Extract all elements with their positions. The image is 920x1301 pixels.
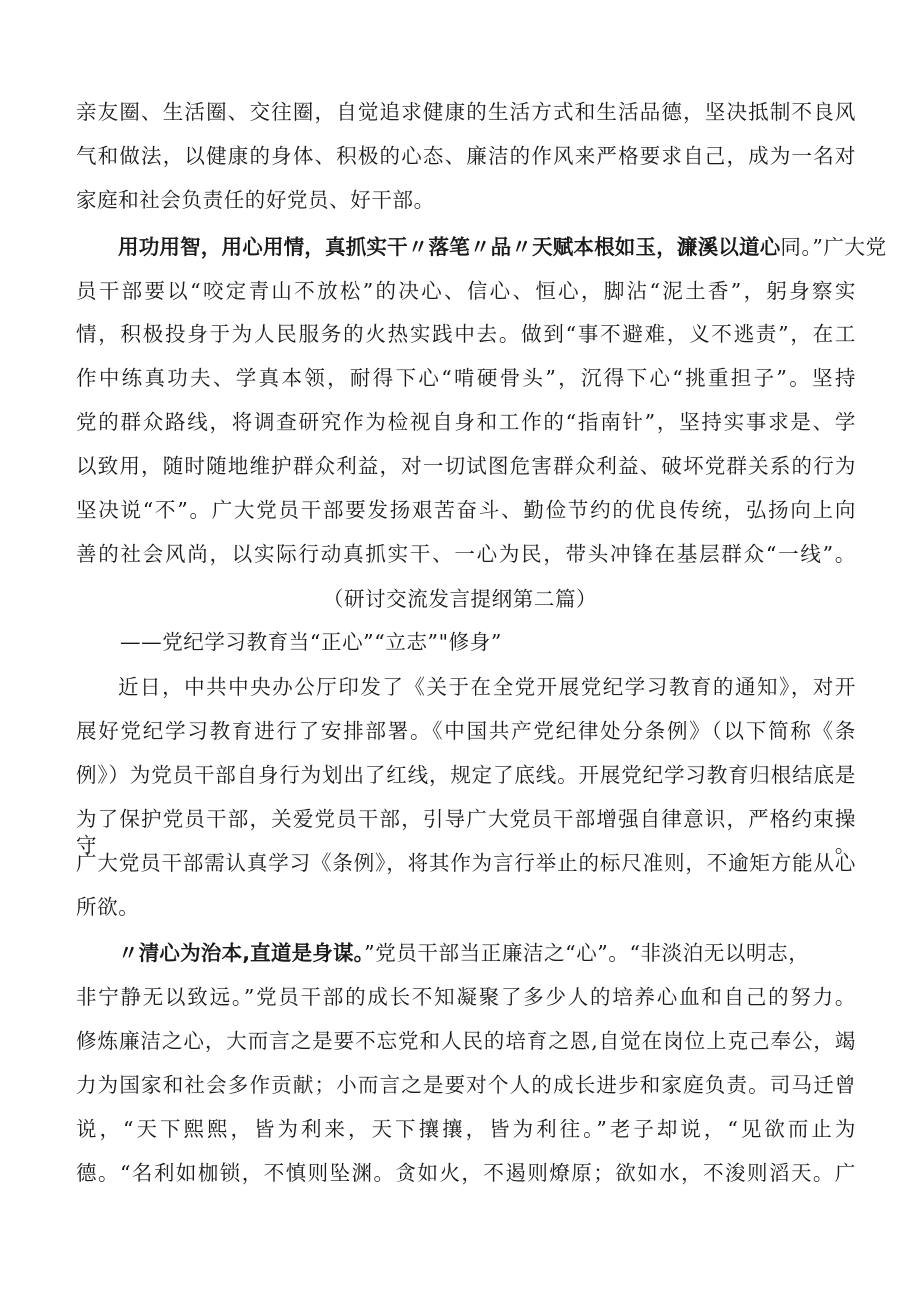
paragraph-4-line-1	[118, 940, 856, 966]
paragraph-4-line-3: 修炼廉洁之心，大而言之是要不忘党和人民的培育之恩,自觉在岗位上克己奉公，竭	[76, 1029, 856, 1053]
paragraph-2-line-7: 坚决说“不”。广大党员干部要发扬艰苦奋斗、勤俭节约的优良传统，弘扬向上向	[76, 498, 856, 522]
paragraph-3-line-6: 所欲。	[76, 895, 140, 919]
paragraph-2-line-1	[118, 234, 887, 260]
paragraph-3-line-2: 展好党纪学习教育进行了安排部署。《中国共产党纪律处分条例》（以下简称《条	[76, 719, 856, 743]
paragraph-4-line-5: 说，“天下熙熙，皆为利来，天下攘攘，皆为利往。”老子却说，“见欲而止为	[76, 1117, 856, 1141]
paragraph-3-line-4: 为了保护党员干部，关爱党员干部，引导广大党员干部增强自律意识，严格约束操守。	[76, 807, 856, 857]
paragraph-2-line-3: 情，积极投身于为人民服务的火热实践中去。做到“事不避难，义不逃责”，在工	[76, 322, 856, 346]
paragraph-2-line-2: 员干部要以“咬定青山不放松”的决心、信心、恒心，脚沾“泥土香”，躬身察实	[76, 279, 856, 303]
paragraph-1-line-3: 家庭和社会负责任的好党员、好干部。	[76, 188, 435, 212]
section-title: （研讨交流发言提纲第二篇）	[322, 587, 598, 611]
paragraph-1-line-2: 气和做法，以健康的身体、积极的心态、廉洁的作风来严格要求自己，成为一名对	[76, 144, 856, 168]
paragraph-2-lead-rest: 同。”广大党	[780, 235, 887, 259]
paragraph-4-lead-rest: ”党员干部当正廉洁之“心”。“非淡泊无以明志，	[364, 941, 810, 965]
paragraph-4-line-6: 德。“名利如枷锁，不慎则坠渊。贪如火，不遏则燎原；欲如水，不浚则滔天。广	[76, 1161, 856, 1185]
paragraph-4-bold-lead: 〃清心为治本,直道是身谋。	[118, 941, 365, 965]
paragraph-2-bold-lead: 用功用智，用心用情，真抓实干〃落笔〃品〃天赋本根如玉，濂溪以道心	[118, 235, 781, 259]
paragraph-3-line-5: 广大党员干部需认真学习《条例》，将其作为言行举止的标尺准则，不逾矩方能从心	[76, 851, 856, 875]
paragraph-2-line-6: 以致用，随时随地维护群众利益，对一切试图危害群众利益、破坏党群关系的行为	[76, 454, 856, 478]
paragraph-2-line-5: 党的群众路线，将调查研究作为检视自身和工作的“指南针”，坚持实事求是、学	[76, 410, 856, 434]
paragraph-3-line-1: 近日，中共中央办公厅印发了《关于在全党开展党纪学习教育的通知》，对开	[118, 675, 856, 699]
paragraph-2-line-8: 善的社会风尚，以实际行动真抓实干、一心为民，带头冲锋在基层群众“一线”。	[76, 542, 856, 566]
section-subtitle: ——党纪学习教育当“正心”“立志”"修身”	[120, 630, 502, 654]
paragraph-3-line-3: 例》）为党员干部自身行为划出了红线，规定了底线。开展党纪学习教育归根结底是	[76, 763, 856, 787]
paragraph-1-line-1: 亲友圈、生活圈、交往圈，自觉追求健康的生活方式和生活品德，坚决抵制不良风	[76, 100, 856, 124]
paragraph-2-line-4: 作中练真功夫、学真本领，耐得下心“啃硬骨头”，沉得下心“挑重担子”。坚持	[76, 366, 856, 390]
paragraph-4-line-2: 非宁静无以致远。”党员干部的成长不知凝聚了多少人的培养心血和自己的努力。	[76, 985, 856, 1009]
paragraph-4-line-4: 力为国家和社会多作贡献；小而言之是要对个人的成长进步和家庭负责。司马迁曾	[76, 1073, 856, 1097]
